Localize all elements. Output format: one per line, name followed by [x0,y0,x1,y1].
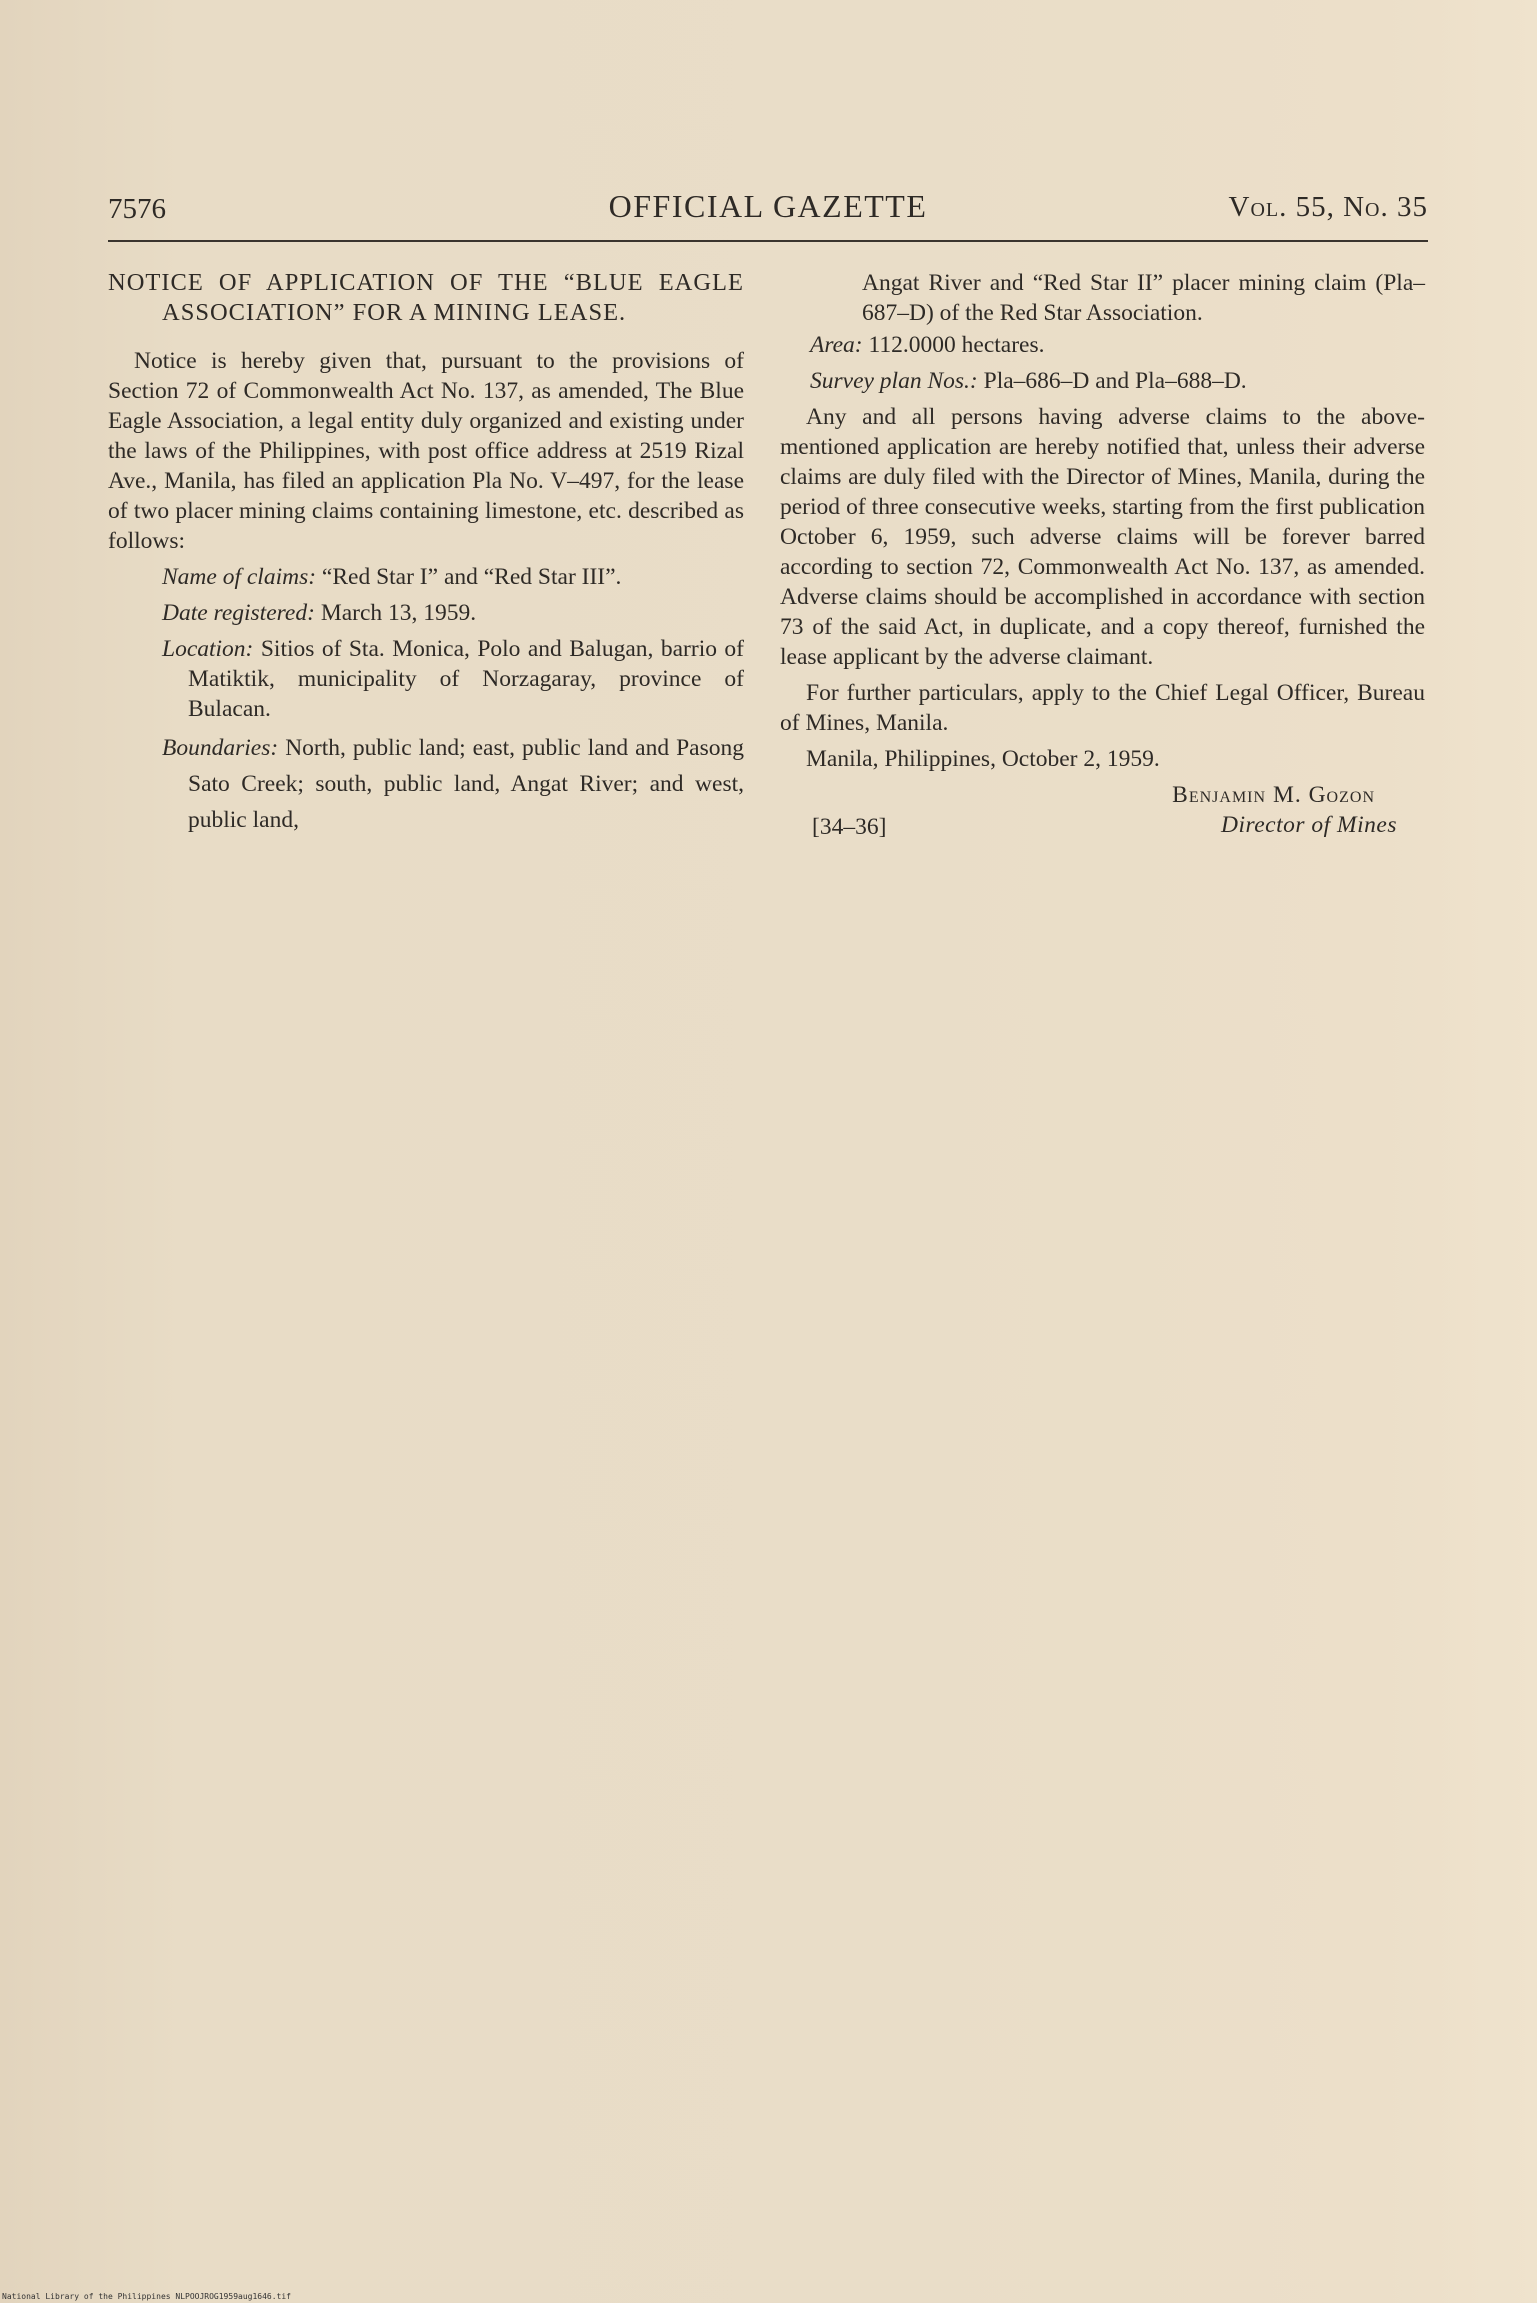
date-item [108,598,744,628]
location-value: Sitios of Sta. Monica, Polo and Balugan, barrio of Matiktik, municipality of Norzagaray, province of Bulacan. [188,636,744,722]
boundaries-continued: Angat River and “Red Star II” placer mining claim (Pla–687–D) of the Red Star Association. [862,270,1425,326]
notice-intro: Notice is hereby given that, pursuant to the provisions of Section 72 of Commonwealth Act No. 137, as amended, The Blue Eagle Association, a legal entity duly organized and existing under the laws of the Philippines, with post office address at 2519 Rizal Ave., Manila, has filed an application Pla No. V–497, for the lease of two placer mining claims containing limestone, etc. described as follows: [108,348,744,554]
claims-value: “Red Star I” and “Red Star III”. [321,564,622,590]
survey-value: Pla–686–D and Pla–688–D. [983,368,1247,394]
signature-block [780,780,1425,850]
page-header [108,185,1428,233]
signatory-name: Benjamin M. Gozon [1172,782,1375,808]
location-item [108,634,744,724]
left-column [108,268,744,844]
place-date: Manila, Philippines, October 2, 1959. [806,746,1160,772]
volume-issue: Vol. 55, No. 35 [1228,191,1428,223]
notice-title: NOTICE OF APPLICATION OF THE “BLUE EAGLE ASSOCIATION” FOR A MINING LEASE. [108,269,744,326]
scan-footer: National Library of the Philippines NLPOOJROG1959aug1646.tif [2,2292,291,2301]
boundaries-value: North, public land; east, public land and Pasong Sato Creek; south, public land, Angat River; and west, public land, [188,735,744,833]
publication-title: OFFICIAL GAZETTE [608,188,928,224]
signatory-title: Director of Mines [1220,812,1397,838]
location-label: Location: [162,636,254,662]
page-number: 7576 [108,193,166,225]
publication-reference: [34–36] [812,814,887,840]
area-value: 112.0000 hectares. [868,332,1045,358]
further-particulars: For further particulars, apply to the Chief Legal Officer, Bureau of Mines, Manila. [780,680,1425,736]
claims-label: Name of claims: [162,564,317,590]
area-label: Area: [810,332,863,358]
claims-item [108,562,744,592]
adverse-claims-paragraph: Any and all persons having adverse claims to the above-mentioned application are hereby notified that, unless their adverse claims are duly filed with the Director of Mines, Manila, during the period of three consecutive weeks, starting from the first publication October 6, 1959, such adverse claims will be forever barred according to section 72, Commonwealth Act No. 137, as amended. Adverse claims should be accomplished in accordance with section 73 of the said Act, in duplicate, and a copy thereof, furnished the lease applicant by the adverse claimant. [780,404,1425,670]
header-rule [108,240,1428,242]
date-label: Date registered: [162,600,315,626]
survey-label: Survey plan Nos.: [810,368,978,394]
date-value: March 13, 1959. [320,600,477,626]
area-item [780,330,1425,360]
survey-item [780,366,1425,396]
boundaries-item [108,730,744,838]
right-column [780,268,1425,850]
boundaries-label: Boundaries: [162,735,279,761]
